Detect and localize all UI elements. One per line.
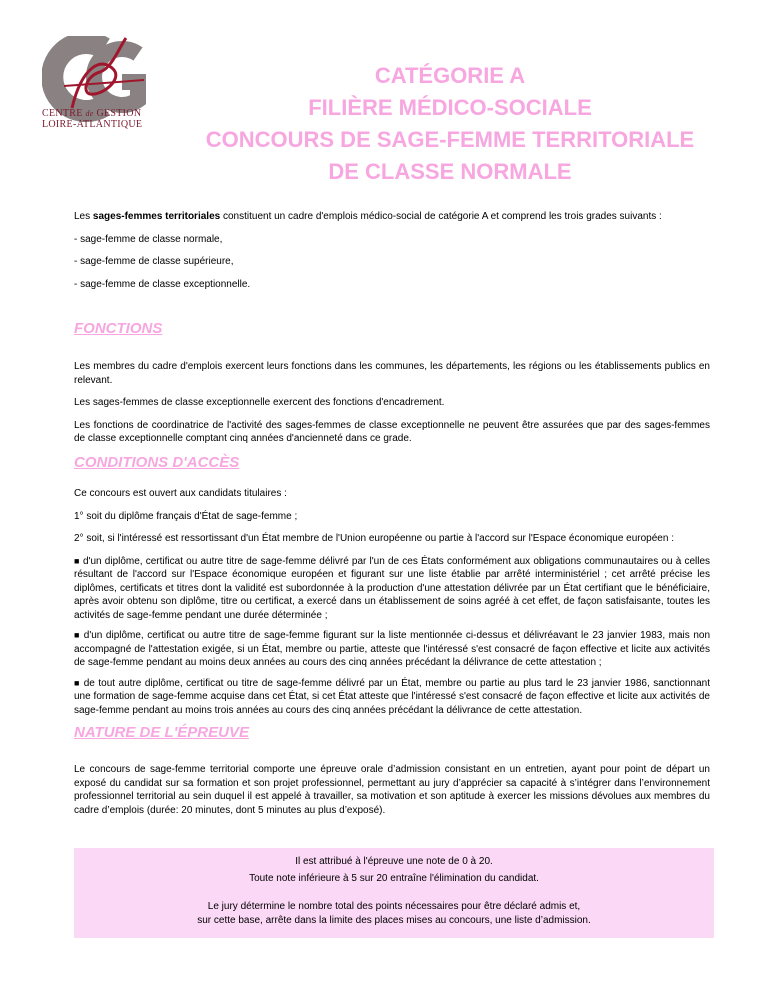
square-bullet-icon: ■ xyxy=(74,555,80,566)
intro-paragraph: Les sages-femmes territoriales constituent un cadre d'emplois médico-social de catégorie A et comprend les trois grades suivants : xyxy=(74,211,662,222)
logo-caption: CENTRE de GESTION LOIRE-ATLANTIQUE xyxy=(42,108,143,130)
paragraph: 1° soit du diplôme français d'État de sage-femme ; xyxy=(74,510,298,522)
notation-box xyxy=(74,848,714,938)
grade-item: - sage-femme de classe supérieure, xyxy=(74,256,234,267)
fonctions-section xyxy=(74,360,710,455)
paragraph: 2° soit, si l'intéressé est ressortissant d'un État membre de l'Union européenne ou partie à l'accord sur l'Espace économique européen : xyxy=(74,533,674,544)
paragraph: Les membres du cadre d'emplois exercent leurs fonctions dans les communes, les départements, les régions ou les établissements publics en relevant. xyxy=(74,361,710,386)
box-line: Le jury détermine le nombre total des points nécessaires pour être déclaré admis et, xyxy=(207,901,581,912)
paragraph: Ce concours est ouvert aux candidats titulaires : xyxy=(74,488,287,499)
title-line-2: FILIÈRE MÉDICO-SOCIALE xyxy=(308,95,592,120)
title-line-4: DE CLASSE NORMALE xyxy=(328,159,572,184)
list-item: ■ de tout autre diplôme, certificat ou titre de sage-femme délivré par un État, membre ou partie au plus tard le 23 janvier 1986, sanctionnant une formation de sage-femme acquise dans cet État, si cet État atteste que l'intéressé s'est consacré de façon effective et licite aux activités de sage-femme pendant au moins trois années au cours des cinq années précédant la délivrance de cette attestation. xyxy=(74,677,710,716)
section-heading-nature: NATURE DE L'ÉPREUVE xyxy=(74,724,249,741)
square-bullet-icon: ■ xyxy=(74,677,81,688)
paragraph: Le concours de sage-femme territorial comporte une épreuve orale d’admission consistant en un entretien, ayant pour point de départ un exposé du candidat sur sa formation et son projet professionnel, permettant au jury d’apprécier sa capacité à s’intégrer dans l’environnement professionnel territorial au sein duquel il est appelé à travailler, sa motivation et son aptitude à exercer les missions dévolues aux membres du cadre d’emplois (durée: 20 minutes, dont 5 minutes au plus d’exposé). xyxy=(74,764,710,816)
section-heading-conditions: CONDITIONS D'ACCÈS xyxy=(74,454,240,471)
list-item: ■ d'un diplôme, certificat ou autre titre de sage-femme délivré par l'un de ces États conformément aux obligations communautaires ou à celles résultant de l'accord sur l'Espace économique européen et figurant sur une liste établie par arrêté interministériel ; cet arrêté précise les diplômes, certificats et titres dont la validité est subordonnée à la production d'une attestation délivrée par un État certifiant que le bénéficiaire, après avoir obtenu son diplôme, titre ou certificat, a exercé dans un établissement de soins agréé à cet effet, de façon satisfaisante, toutes les activités de sage-femme pendant une durée déterminée ; xyxy=(74,555,711,621)
title-line-1: CATÉGORIE A xyxy=(374,63,526,88)
page-title xyxy=(150,60,750,188)
nature-section xyxy=(74,763,710,826)
box-line: Il est attribué à l'épreuve une note de 0 à 20. xyxy=(295,856,493,867)
paragraph: Les sages-femmes de classe exceptionnelle exercent des fonctions d'encadrement. xyxy=(74,397,445,408)
section-heading-fonctions: FONCTIONS xyxy=(74,320,163,337)
grade-item: - sage-femme de classe normale, xyxy=(74,233,223,245)
conditions-section xyxy=(74,487,710,724)
paragraph: Les fonctions de coordinatrice de l'activité des sages-femmes de classe exceptionnelle ne peuvent être assurées que par des sages-femmes de classe exceptionnelle comptant cinq années d'ancienneté dans ce grade. xyxy=(74,419,710,444)
box-line: Toute note inférieure à 5 sur 20 entraîne l'élimination du candidat. xyxy=(249,872,539,884)
list-item: ■ d'un diplôme, certificat ou autre titre de sage-femme figurant sur la liste mentionnée ci-dessus et délivréavant le 23 janvier 1983, mais non accompagné de l'attestation exigée, si un État, membre ou partie, atteste que l'intéressé s'est consacré de façon effective et licite aux activités de sage-femme pendant au moins deux années au cours des cinq années précédant la délivrance de cette attestation ; xyxy=(74,630,711,668)
title-line-3: CONCOURS DE SAGE-FEMME TERRITORIALE xyxy=(205,127,695,152)
box-line: sur cette base, arrête dans la limite des places mises au concours, une liste d’admission. xyxy=(197,914,591,926)
grade-item: - sage-femme de classe exceptionnelle. xyxy=(74,278,251,290)
square-bullet-icon: ■ xyxy=(74,630,81,640)
intro-section xyxy=(74,210,710,300)
